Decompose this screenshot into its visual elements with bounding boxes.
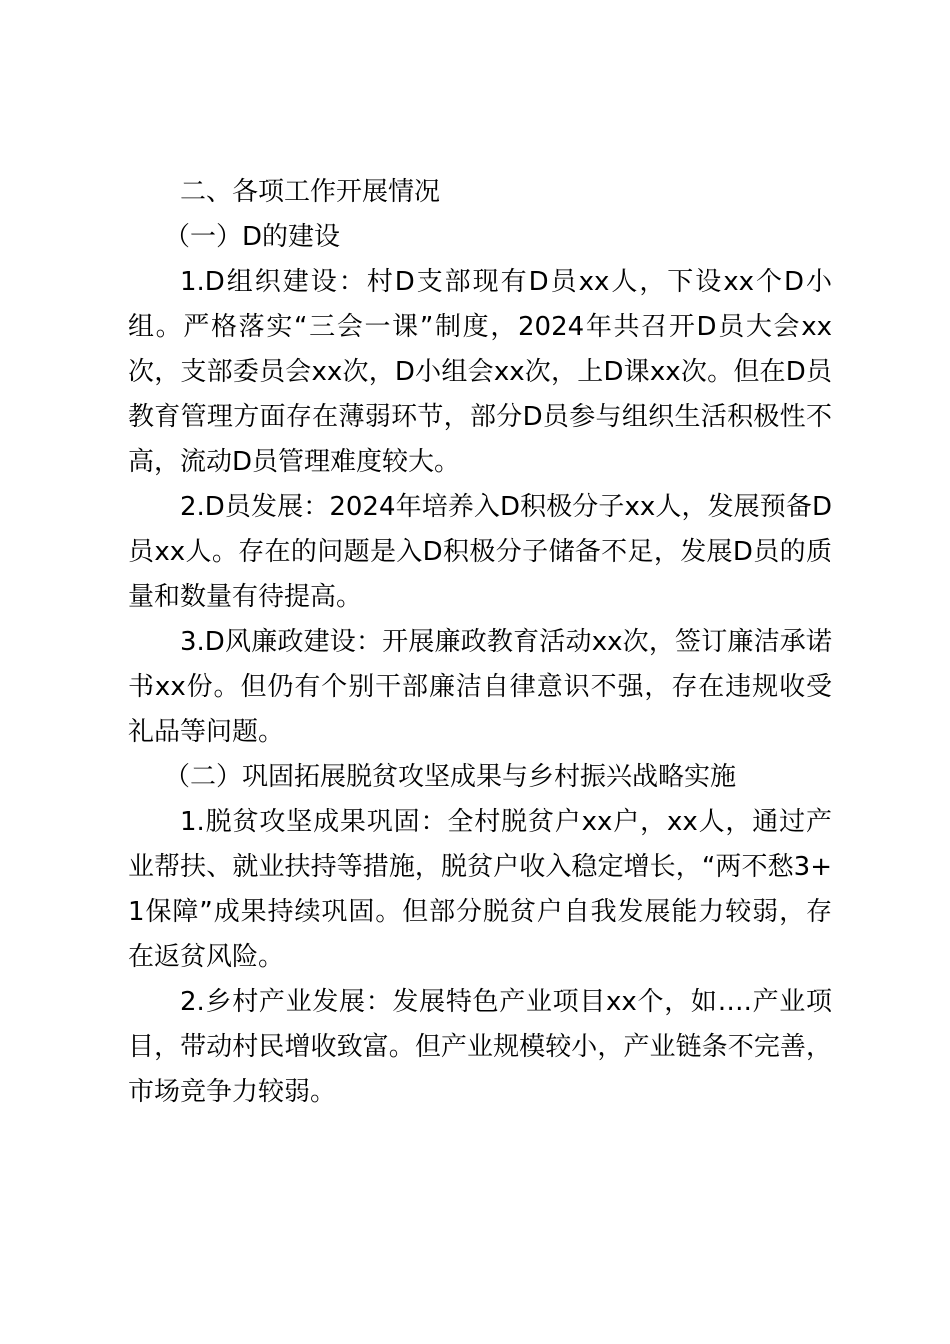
paragraph-industry-development: 2.乡村产业发展：发展特色产业项目xx个，如….产业项目，带动村民增收致富。但产业规模较小，产业链条不完善，市场竞争力较弱。 bbox=[128, 987, 832, 1107]
paragraph-member-development: 2.D员发展：2024年培养入D积极分子xx人，发展预备D员xx人。存在的问题是入D积极分子储备不足，发展D员的质量和数量有待提高。 bbox=[128, 492, 832, 612]
paragraph-organization-building: 1.D组织建设：村D支部现有D员xx人，下设xx个D小组。严格落实“三会一课”制度，2024年共召开D员大会xx次，支部委员会xx次，D小组会xx次，上D课xx次。但在D员教育管理方面存在薄弱环节，部分D员参与组织生活积极性不高，流动D员管理难度较大。 bbox=[128, 267, 832, 477]
subsection-title-party-building: （一）D的建设 bbox=[164, 222, 341, 252]
subsection-title-rural-revitalization: （二）巩固拓展脱贫攻坚成果与乡村振兴战略实施 bbox=[164, 762, 737, 792]
section-heading: 二、各项工作开展情况 bbox=[180, 177, 441, 207]
paragraph-integrity-building: 3.D风廉政建设：开展廉政教育活动xx次，签订廉洁承诺书xx份。但仍有个别干部廉洁自律意识不强，存在违规收受礼品等问题。 bbox=[128, 627, 832, 747]
paragraph-poverty-consolidation: 1.脱贫攻坚成果巩固：全村脱贫户xx户，xx人，通过产业帮扶、就业扶持等措施，脱贫户收入稳定增长，“两不愁3+1保障”成果持续巩固。但部分脱贫户自我发展能力较弱，存在返贫风险。 bbox=[128, 807, 832, 972]
document-body bbox=[128, 170, 832, 1115]
